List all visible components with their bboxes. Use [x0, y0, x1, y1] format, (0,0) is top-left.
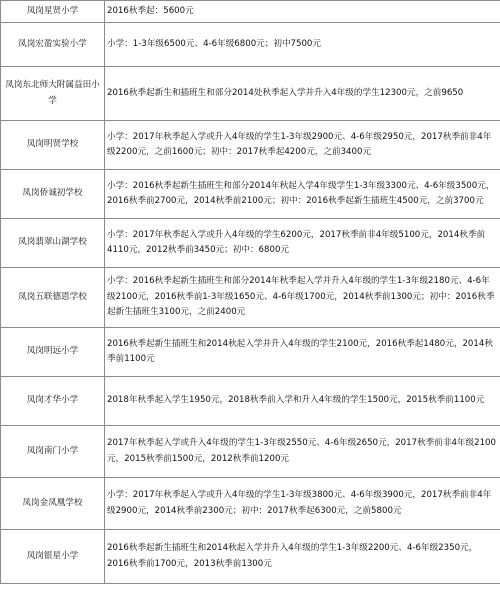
fee-description: 2018年秋季起入学生1950元，2018秋季前入学和升入4年级的学生1500元，2015秋季前1100元 — [105, 377, 500, 426]
table-row — [1, 23, 500, 67]
school-name: 凤岗五联德恩学校 — [1, 268, 105, 328]
fee-description: 小学：2016秋季起新生插班生和部分2014年秋起入学4年级学生1-3年级3300元、4-6年级3500元，2016秋季前2700元，2014秋季前2100元；初中：2016秋季起新生插班生4500元，之前3700元 — [105, 170, 500, 219]
fee-description: 小学：2016秋季起新生插班生和部分2014年秋季起入学并升入4年级的学生1-3年级2180元、4-6年级2100元，2016秋季前1-3年级1650元、4-6年级1700元，2014秋季前1300元；初中：2016秋季起新生插班生3100元，之前2400元 — [105, 268, 500, 328]
school-name: 凤岗星贤小学 — [1, 1, 105, 23]
table-row — [1, 121, 500, 170]
fee-description: 2016秋季起新生和插班生和部分2014处秋季起入学并升入4年级的学生12300元，之前9650 — [105, 67, 500, 121]
table-row — [1, 1, 500, 23]
fee-description: 小学：2017年秋季起入学或升入4年级的学生6200元，2017秋季前非4年级5100元，2014秋季前4110元，2012秋季前3450元；初中：6800元 — [105, 219, 500, 268]
table-row — [1, 219, 500, 268]
table-row — [1, 170, 500, 219]
school-name: 凤岗翡翠山湖学校 — [1, 219, 105, 268]
fee-description: 小学：2017年秋季起入学或升入4年级的学生1-3年级3800元、4-6年级3900元，2017秋季前非4年级2900元，2014秋季前2300元；初中：2017秋季起6300元，之前5800元 — [105, 478, 500, 530]
table-row — [1, 377, 500, 426]
fee-description: 小学：2017年秋季起入学或升入4年级的学生1-3年级2900元、4-6年级2950元，2017秋季前非4年级2200元，之前1600元；初中：2017秋季起4200元，之前3400元 — [105, 121, 500, 170]
table-row — [1, 67, 500, 121]
school-name: 凤岗明贤学校 — [1, 121, 105, 170]
fee-description: 2016秋季起新生插班生和2014秋起入学并升入4年级的学生2100元，2016秋季起1480元，2014秋季前1100元 — [105, 328, 500, 377]
school-name: 凤岗金凤凰学校 — [1, 478, 105, 530]
table-row — [1, 268, 500, 328]
fee-description: 2017年秋季起入学或升入4年级的学生1-3年级2550元、4-6年级2650元，2017秋季前非4年级2100元，2015秋季前1500元，2012秋季前1200元 — [105, 426, 500, 478]
table-row — [1, 328, 500, 377]
school-name: 凤岗宏盈实验小学 — [1, 23, 105, 67]
school-name: 凤岗银星小学 — [1, 530, 105, 584]
table-row — [1, 426, 500, 478]
school-name: 凤岗东北师大附属益田小学 — [1, 67, 105, 121]
school-name: 凤岗明远小学 — [1, 328, 105, 377]
table-row — [1, 478, 500, 530]
fee-description: 小学：1-3年级6500元、4-6年级6800元；初中7500元 — [105, 23, 500, 67]
school-name: 凤岗才华小学 — [1, 377, 105, 426]
table-row — [1, 530, 500, 584]
school-name: 凤岗南门小学 — [1, 426, 105, 478]
fee-description: 2016秋季起新生插班生和2014秋起入学并升入4年级的学生1-3年级2200元、4-6年级2350元，2016秋季前1700元，2013秋季前1300元 — [105, 530, 500, 584]
school-name: 凤岗侨诚初学校 — [1, 170, 105, 219]
fee-description: 2016秋季起：5600元 — [105, 1, 500, 23]
